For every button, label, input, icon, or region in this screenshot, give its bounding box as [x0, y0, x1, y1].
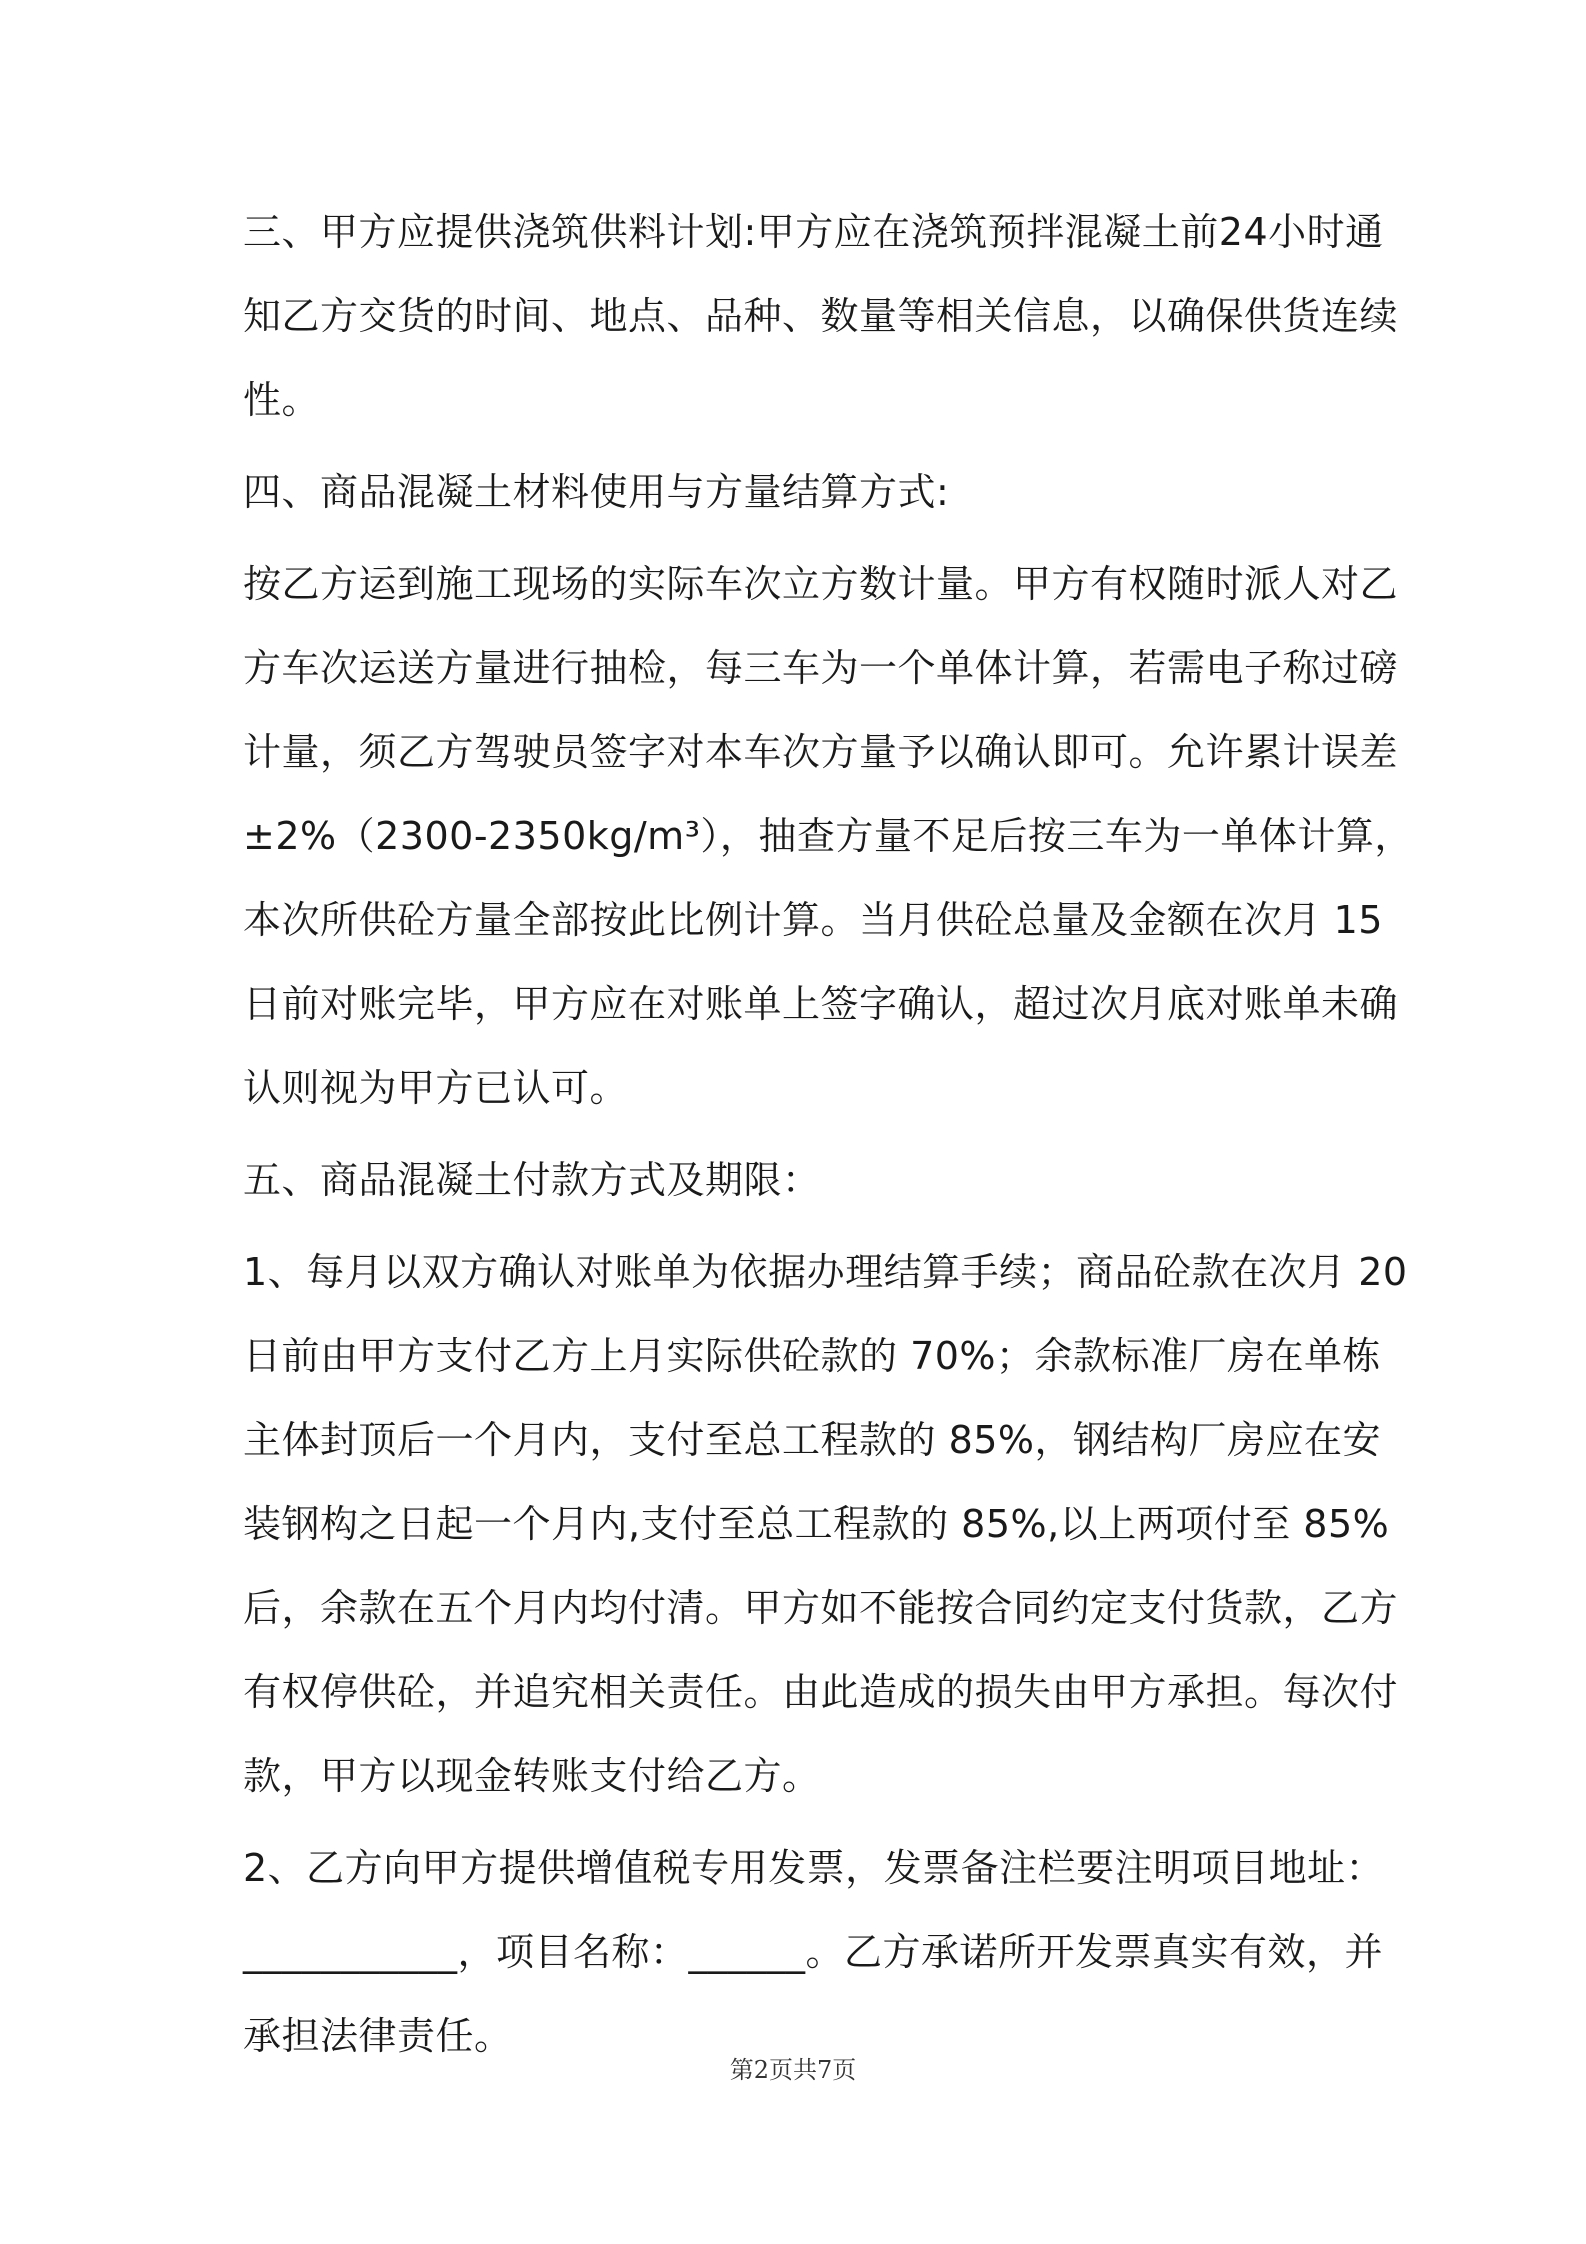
text-line: 有权停供砼，并追究相关责任。由此造成的损失由甲方承担。每次付	[243, 1670, 1399, 1714]
text-line: 2、乙方向甲方提供增值税专用发票，发票备注栏要注明项目地址：	[243, 1846, 1385, 1890]
text-line: 1、每月以双方确认对账单为依据办理结算手续；商品砼款在次月 20	[243, 1250, 1408, 1294]
text-line: ±2%（2300-2350kg/m³），抽查方量不足后按三车为一单体计算，	[243, 814, 1413, 858]
text-line: 四、商品混凝土材料使用与方量结算方式:	[243, 470, 950, 514]
text-line: 五、商品混凝土付款方式及期限：	[243, 1158, 821, 1202]
paragraph	[243, 542, 1413, 1130]
paragraph	[243, 1138, 1353, 1222]
paragraph	[243, 1230, 1408, 1818]
text-line: 知乙方交货的时间、地点、品种、数量等相关信息，以确保供货连续	[243, 294, 1399, 338]
text-line: 方车次运送方量进行抽检，每三车为一个单体计算，若需电子称过磅	[243, 646, 1399, 690]
text-line: 性。	[243, 378, 321, 422]
text-line: 主体封顶后一个月内，支付至总工程款的 85%，钢结构厂房应在安	[243, 1418, 1382, 1462]
text-line: 承担法律责任。	[243, 2014, 513, 2058]
text-line: 计量，须乙方驾驶员签字对本车次方量予以确认即可。允许累计误差	[243, 730, 1399, 774]
text-line: 认则视为甲方已认可。	[243, 1066, 629, 1110]
text-line: 日前由甲方支付乙方上月实际供砼款的 70%；余款标准厂房在单栋	[243, 1334, 1382, 1378]
text-line: 按乙方运到施工现场的实际车次立方数计量。甲方有权随时派人对乙	[243, 562, 1399, 606]
text-line: 后，余款在五个月内均付清。甲方如不能按合同约定支付货款，乙方	[243, 1586, 1399, 1630]
document-body	[243, 190, 1413, 2086]
paragraph	[243, 1826, 1385, 2078]
text-line: 日前对账完毕，甲方应在对账单上签字确认，超过次月底对账单未确	[243, 982, 1399, 1026]
paragraph	[243, 190, 1399, 442]
text-line: 本次所供砼方量全部按此比例计算。当月供砼总量及金额在次月 15	[243, 898, 1383, 942]
text-line: ___________，项目名称：______。乙方承诺所开发票真实有效，并	[243, 1930, 1384, 1974]
page-number-footer: 第2页共7页	[729, 2056, 857, 2084]
text-line: 装钢构之日起一个月内,支付至总工程款的 85%,以上两项付至 85%	[243, 1502, 1390, 1546]
paragraph	[243, 450, 1353, 534]
text-line: 三、甲方应提供浇筑供料计划:甲方应在浇筑预拌混凝土前24小时通	[243, 210, 1384, 254]
text-line: 款，甲方以现金转账支付给乙方。	[243, 1754, 821, 1798]
